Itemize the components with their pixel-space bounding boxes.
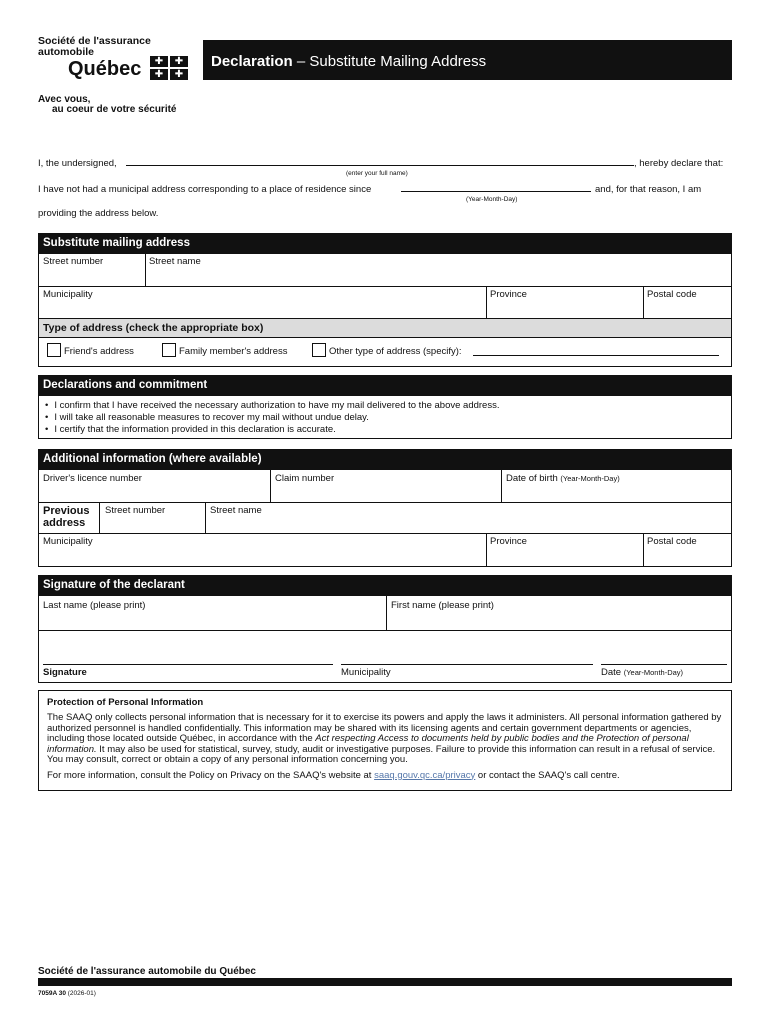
divider [39, 502, 731, 503]
flag-quadrant: ✚ [170, 56, 188, 67]
privacy-title: Protection of Personal Information [47, 697, 204, 708]
fleurdelise-icon [150, 56, 190, 80]
date-of-birth-label [506, 473, 620, 484]
other-address-specify-field[interactable] [473, 355, 719, 356]
other-address-label: Other type of address (specify): [329, 346, 462, 357]
street-name-label: Street name [149, 256, 201, 267]
commitment-item: • I will take all reasonable measures to recover my mail without undue delay. [45, 412, 499, 424]
divider [205, 502, 206, 533]
prev-postal-code-label: Postal code [647, 536, 697, 547]
form-title [203, 40, 732, 80]
divider [386, 596, 387, 630]
additional-info-section [38, 449, 732, 567]
prev-municipality-label: Municipality [43, 536, 93, 547]
divider [39, 630, 731, 631]
commitment-list [45, 400, 499, 436]
claim-number-label: Claim number [275, 473, 335, 484]
divider [643, 533, 644, 566]
additional-info-heading: Additional information (where available) [39, 450, 731, 470]
commitment-section [38, 375, 732, 439]
fullname-hint: (enter your full name) [346, 170, 408, 177]
footer-organization: Société de l'assurance automobile du Québec [38, 966, 256, 977]
divider [486, 286, 487, 318]
privacy-more-info [47, 770, 723, 781]
signature-label: Signature [43, 667, 87, 678]
friend-address-label: Friend's address [64, 346, 134, 357]
commitment-item: • I certify that the information provided in this declaration is accurate. [45, 424, 499, 436]
privacy-policy-link[interactable]: saaq.gouv.qc.ca/privacy [374, 769, 476, 781]
divider [501, 470, 502, 502]
privacy-act-title: Act respecting Access to documents held by public bodies and the Protection of personal information. [47, 733, 689, 755]
municipality-label: Municipality [43, 289, 93, 300]
form-title-bold: Declaration [211, 53, 293, 70]
privacy-more-end: or contact the SAAQ's call centre. [475, 769, 620, 781]
fullname-field[interactable] [126, 165, 634, 166]
other-address-checkbox[interactable] [312, 343, 326, 357]
declaration-intro: I, the undersigned, [38, 158, 117, 169]
first-name-label: First name (please print) [391, 600, 494, 611]
signature-date-label [601, 667, 683, 678]
flag-quadrant: ✚ [170, 69, 188, 80]
substitute-address-section [38, 233, 732, 367]
divider [270, 470, 271, 502]
privacy-text [47, 713, 723, 766]
declaration-below: providing the address below. [38, 208, 159, 219]
family-address-checkbox[interactable] [162, 343, 176, 357]
signature-heading: Signature of the declarant [39, 576, 731, 596]
address-type-heading: Type of address (check the appropriate box) [39, 318, 731, 338]
divider [39, 286, 731, 287]
divider [39, 533, 731, 534]
since-date-hint: (Year-Month-Day) [466, 196, 518, 203]
form-title-rest: – Substitute Mailing Address [292, 53, 487, 70]
divider [145, 254, 146, 286]
logo-tagline-1: Avec vous, [38, 94, 91, 105]
logo-quebec: Québec [68, 58, 142, 80]
prev-street-name-label: Street name [210, 505, 262, 516]
substitute-address-heading: Substitute mailing address [39, 234, 731, 254]
family-address-label: Family member's address [179, 346, 288, 357]
logo-tagline-2: au coeur de votre sécurité [52, 104, 177, 115]
saaq-logo [38, 36, 198, 116]
signature-date-text: Date [601, 667, 622, 678]
form-code [38, 990, 96, 997]
privacy-notice [38, 690, 732, 791]
declaration-since: I have not had a municipal address corresponding to a place of residence since [38, 184, 372, 195]
privacy-more-start: For more information, consult the Policy on Privacy on the SAAQ's website at [47, 769, 375, 781]
divider [486, 533, 487, 566]
prev-province-label: Province [490, 536, 527, 547]
form-code-date: (2026-01) [65, 990, 96, 997]
signature-field[interactable] [43, 664, 333, 665]
flag-quadrant: ✚ [150, 56, 168, 67]
postal-code-label: Postal code [647, 289, 697, 300]
signature-date-field[interactable] [601, 664, 727, 665]
previous-address-line2: address [43, 517, 86, 529]
logo-line1: Société de l'assurance [38, 35, 151, 47]
street-number-label: Street number [43, 256, 104, 267]
previous-address-line1: Previous [43, 505, 90, 517]
logo-line2: automobile [38, 46, 95, 58]
province-label: Province [490, 289, 527, 300]
since-date-field[interactable] [401, 191, 591, 192]
licence-number-label: Driver's licence number [43, 473, 142, 484]
form-code-number: 7059A 30 [38, 990, 66, 997]
privacy-text-2: It may also be used for statistical, survey, study, audit or investigative purposes. Failure to provide this information can result in a refusal of service. You may consult, correct or obtain a copy of any personal information concerning you. [47, 743, 716, 765]
signature-municipality-label: Municipality [341, 667, 391, 678]
signature-municipality-field[interactable] [341, 664, 593, 665]
divider [643, 286, 644, 318]
date-of-birth-hint: (Year-Month-Day) [560, 474, 620, 483]
declaration-intro-end: , hereby declare that: [634, 158, 724, 169]
prev-street-number-label: Street number [105, 505, 166, 516]
flag-quadrant: ✚ [150, 69, 168, 80]
footer-bar [38, 978, 732, 986]
previous-address-label [43, 505, 89, 529]
signature-date-hint: (Year-Month-Day) [623, 668, 684, 677]
signature-section [38, 575, 732, 683]
privacy-text-1: The SAAQ only collects personal information that is necessary for it to exercise its powers and apply the laws it administers. All personal information gathered by authorized personnel is handled confidentially. This information may be shared with its licensing agents and certain government departments or agencies, including those located outside Québec, in accordance with the [47, 712, 722, 744]
date-of-birth-text: Date of birth [506, 473, 558, 484]
divider [99, 502, 100, 533]
last-name-label: Last name (please print) [43, 600, 146, 611]
commitment-heading: Declarations and commitment [39, 376, 731, 396]
commitment-item: • I confirm that I have received the necessary authorization to have my mail delivered to the above address. [45, 400, 499, 412]
declaration-reason: and, for that reason, I am [595, 184, 702, 195]
friend-address-checkbox[interactable] [47, 343, 61, 357]
